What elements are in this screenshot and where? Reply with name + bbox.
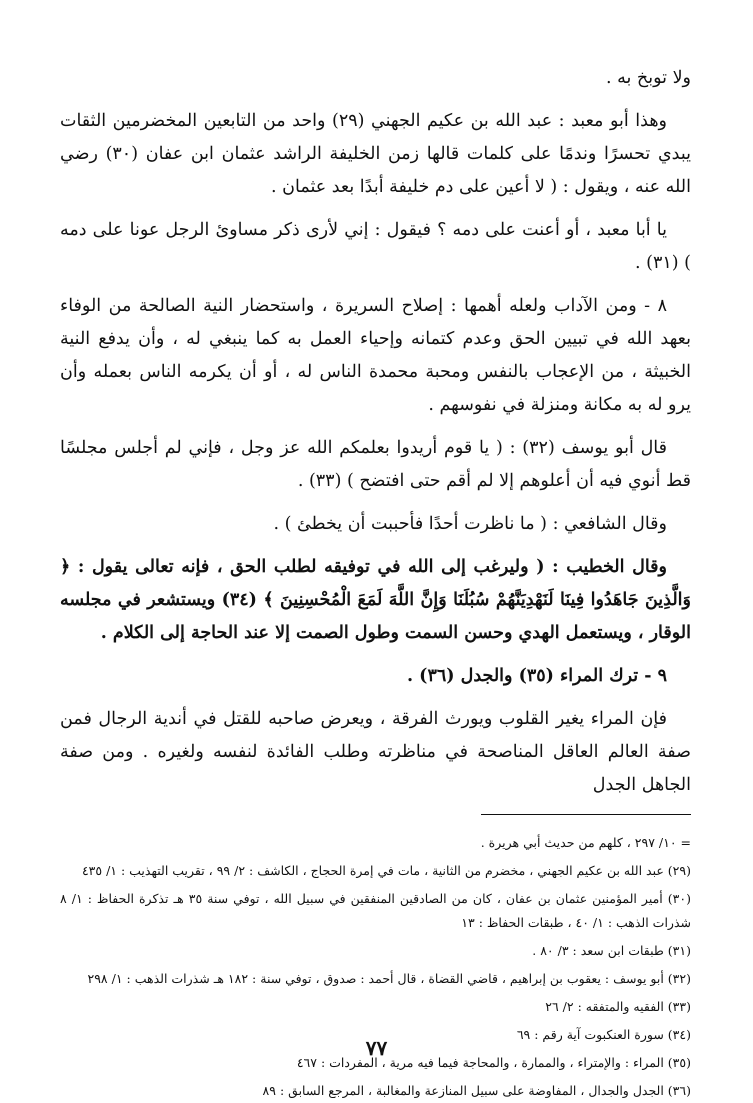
footnote-continuation: = ١٠/ ٢٩٧ ، كلهم من حديث أبي هريرة . [480,835,691,850]
paragraph-7-quran-quote: وقال الخطيب : ( وليرغب إلى الله في توفيقه لطلب الحق ، فإنه تعالى يقول : ﴿ وَالَّذِينَ جَاهَدُوا فِينَا لَنَهْدِيَنَّهُمْ سُبُلَنَا وَإِنَّ اللَّهَ لَمَعَ الْمُحْسِنِينَ ﴾ (٣٤) ويستشعر في مجلسه الوقار ، ويستعمل الهدي وحسن السمت وطول الصمت إلا عند الحاجة إلى الكلام . [60,557,691,643]
main-text [60,62,691,802]
footnote-31: (٣١) طبقات ابن سعد : ٣/ ٨٠ . [532,943,691,958]
footnote-33: (٣٣) الفقيه والمتفقه : ٢/ ٢٦ [545,999,691,1014]
section-heading-9: ٩ - ترك المراء (٣٥) والجدل (٣٦) . [406,666,667,686]
footnote-35: (٣٥) المراء : والإمتراء ، والممارة ، والمحاجة فيما فيه مرية ، المفردات : ٤٦٧ [296,1055,691,1070]
paragraph-1: ولا توبخ به . [605,68,691,88]
paragraph-3: يا أبا معبد ، أو أعنت على دمه ؟ فيقول : إني لأرى ذكر مساوئ الرجل عونا على دمه ) (٣١) . [60,220,691,273]
footnote-30: (٣٠) أمير المؤمنين عثمان بن عفان ، كان من الصادقين المنفقين في سبيل الله ، توفي سنة ٣٥ هـ تذكرة الحفاظ : ١/ ٨ شذرات الذهب : ١/ ٤٠ ، طبقات الحفاظ : ١٣ [60,891,691,930]
footnote-36: (٣٦) الجدل والجدال ، المفاوضة على سبيل المنازعة والمغالبة ، المرجع السابق : ٨٩ [262,1083,691,1098]
paragraph-9: فإن المراء يغير القلوب ويورث الفرقة ، ويعرض صاحبه للقتل في أندية الرجال فمن صفة العالم العاقل المناصحة في مناظرته وطلب الفائدة لنفسه ولغيره . ومن صفة الجاهل الجدل [60,709,691,795]
paragraph-4: ٨ - ومن الآداب ولعله أهمها : إصلاح السريرة ، واستحضار النية الصالحة من الوفاء بعهد الله في تبيين الحق وعدم كتمانه وإحياء العمل به كما ينبغي له ، وأن يدفع النية الخبيثة ، من الإعجاب بالنفس ومحبة محمدة الناس له ، أو أن يكرمه الناس بعمله وأن يرو له به مكانة ومنزلة في نفوسهم . [60,296,691,415]
footnotes [60,831,691,1103]
page-number: ٧٧ [365,1036,388,1060]
paragraph-2: وهذا أبو معبد : عبد الله بن عكيم الجهني (٢٩) واحد من التابعين المخضرمين الثقات يبدي تحسرًا وندمًا على كلمات قالها زمن الخليفة الراشد عثمان ابن عفان (٣٠) رضي الله عنه ، ويقول : ( لا أعين على دم خليفة أبدًا بعد عثمان . [60,111,691,197]
footnote-29: (٢٩) عبد الله بن عكيم الجهني ، مخضرم من الثانية ، مات في إمرة الحجاج ، الكاشف : ٢/ ٩٩ ، تقريب التهذيب : ١/ ٤٣٥ [81,863,691,878]
paragraph-5: قال أبو يوسف (٣٢) : ( يا قوم أريدوا بعلمكم الله عز وجل ، فإني لم أجلس مجلسًا قط أنوي فيه أن أعلوهم إلا لم أقم حتى افتضح ) (٣٣) . [60,438,691,491]
footnote-divider [481,814,691,815]
footnote-34: (٣٤) سورة العنكبوت آية رقم : ٦٩ [516,1027,691,1042]
footnote-32: (٣٢) أبو يوسف : يعقوب بن إبراهيم ، قاضي القضاة ، قال أحمد : صدوق ، توفي سنة : ١٨٢ هـ شذرات الذهب : ١/ ٢٩٨ [87,971,691,986]
paragraph-6: وقال الشافعي : ( ما ناظرت أحدًا فأحببت أن يخطئ ) . [273,514,667,534]
